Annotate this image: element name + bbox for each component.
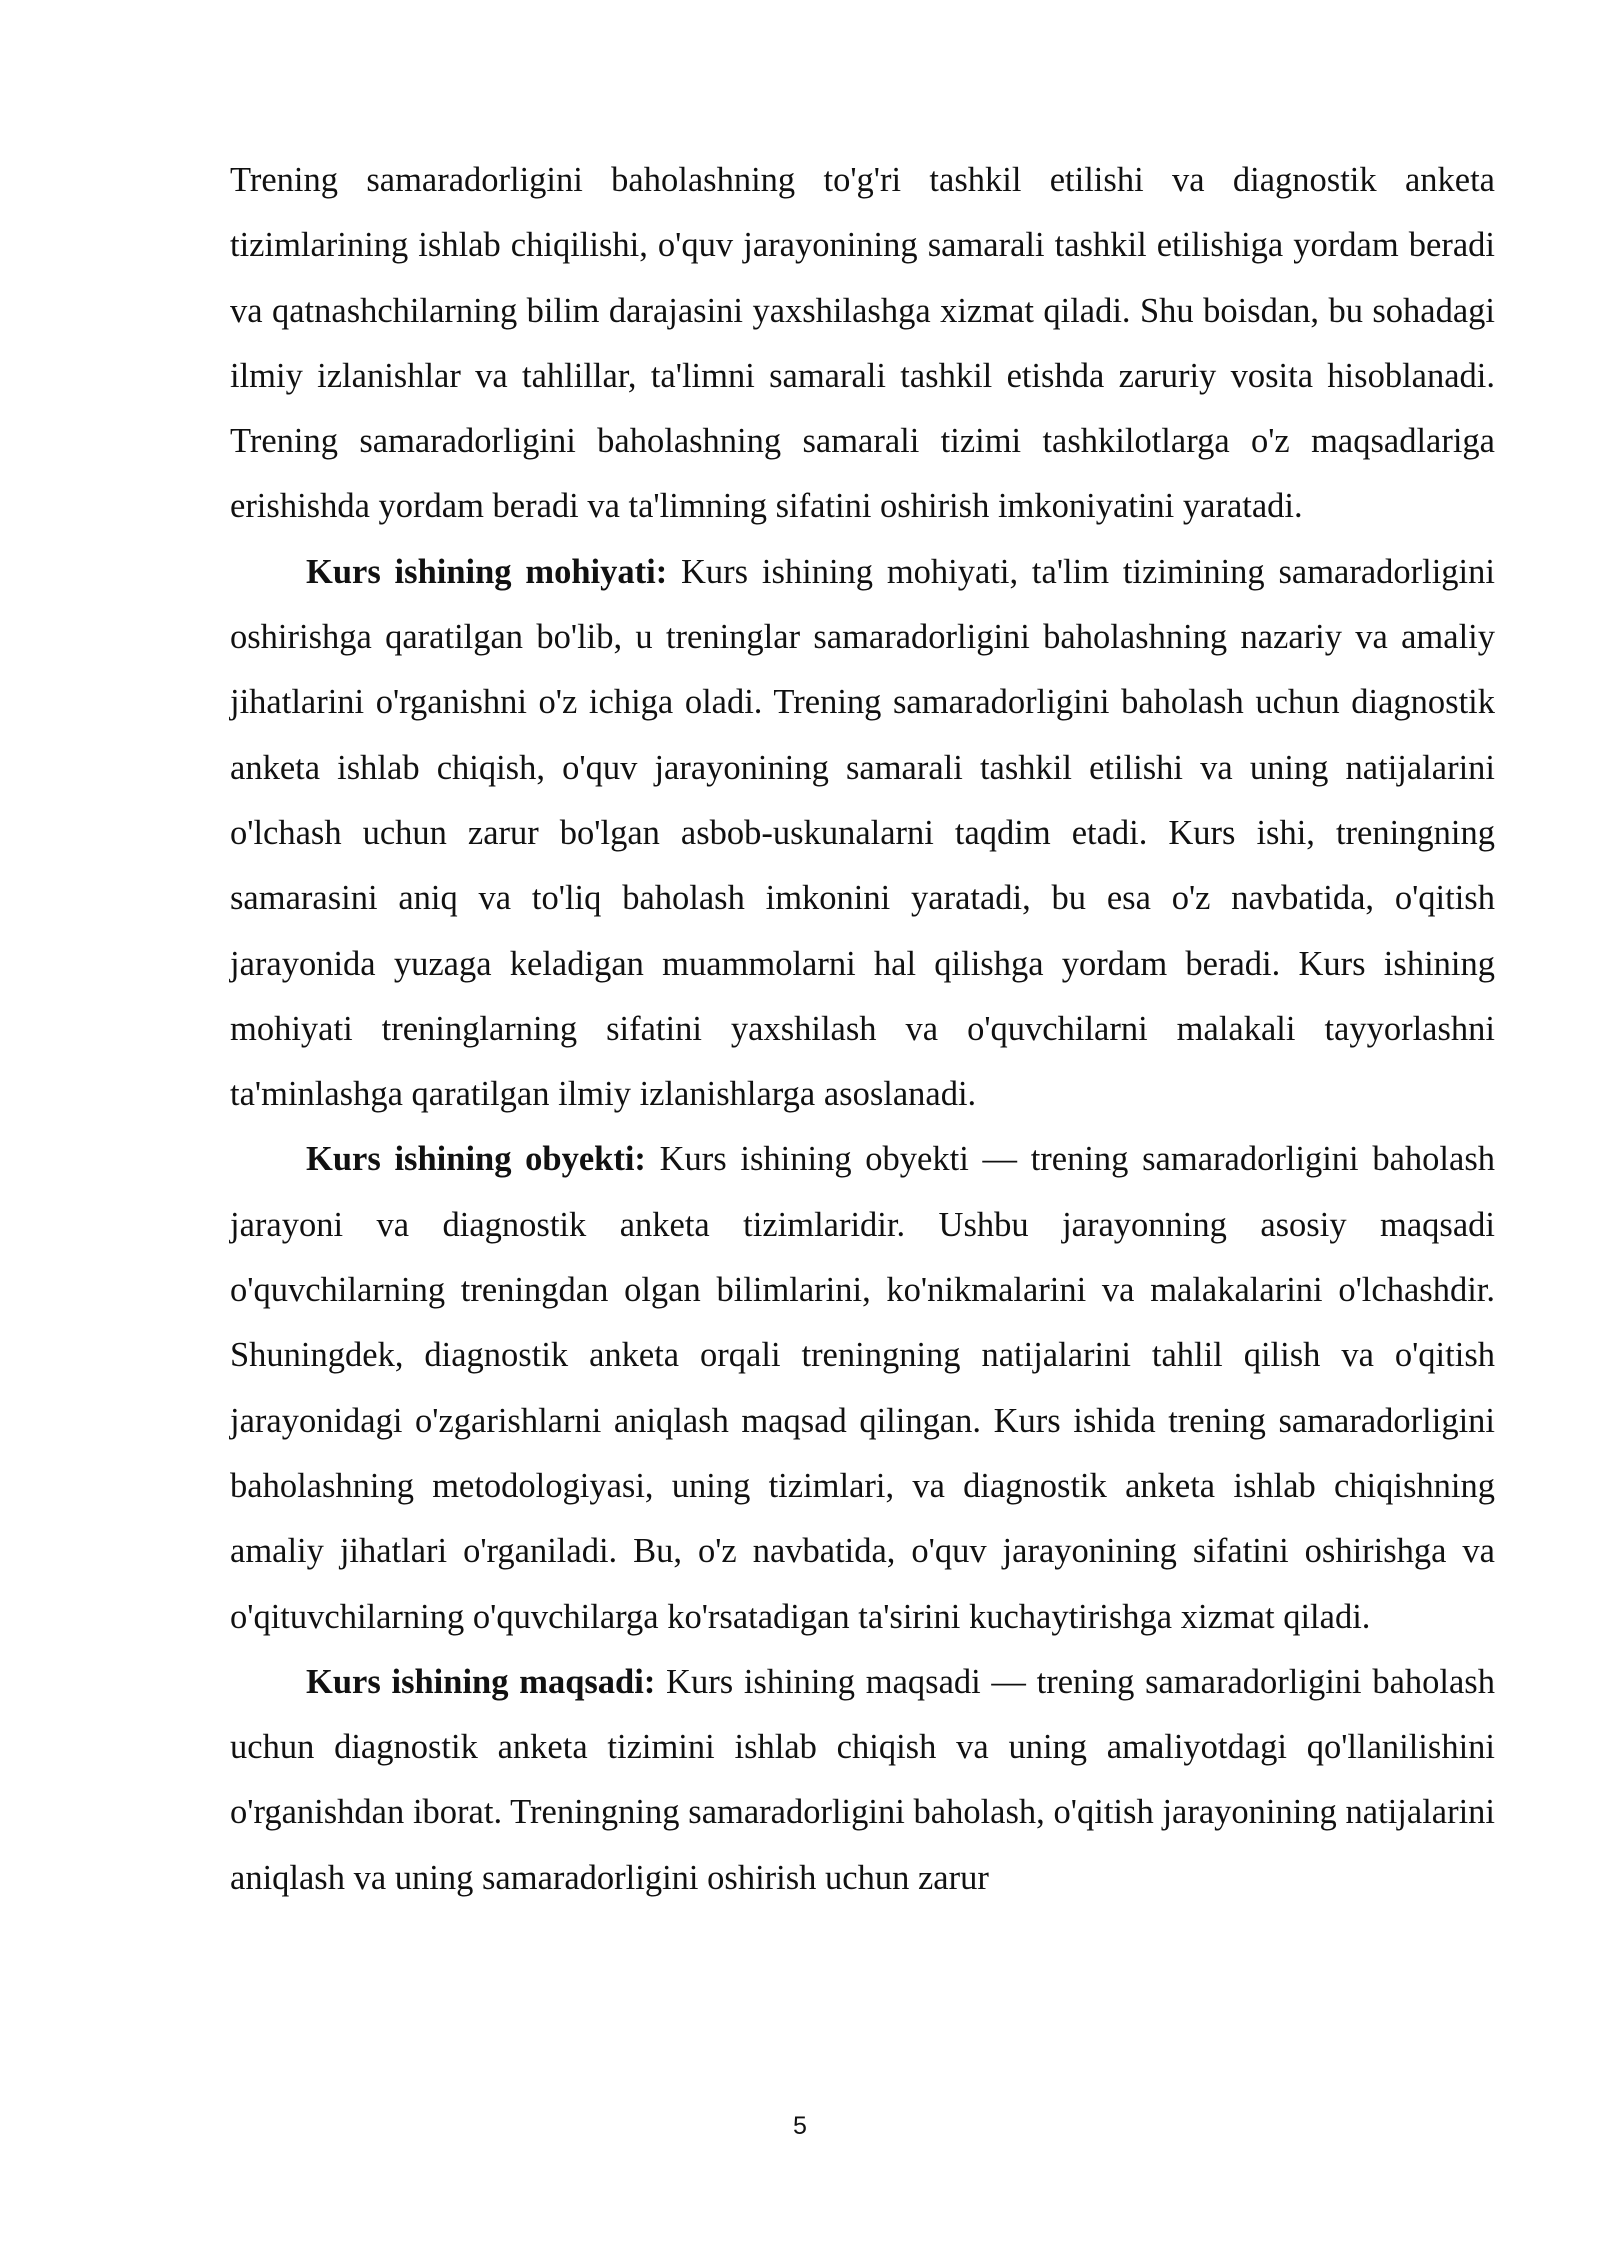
paragraph-intro [230, 148, 1495, 540]
paragraph-heading-maqsadi: Kurs ishining maqsadi: [306, 1662, 656, 1701]
paragraph-maqsadi [230, 1650, 1495, 1911]
paragraph-obyekti [230, 1127, 1495, 1649]
paragraph-obyekti-text: Kurs ishining obyekti — trening samaradorligini baholash jarayoni va diagnostik anketa tizimlaridir. Ushbu jarayonning asosiy maqsadi o'quvchilarning treningdan olgan bilimlarini, ko'nikmalarini va malakalarini o'lchashdir. Shuningdek, diagnostik anketa orqali treningning natijalarini tahlil qilish va o'qitish jarayonidagi o'zgarishlarni aniqlash maqsad qilingan. Kurs ishida trening samaradorligini baholashning metodologiyasi, uning tizimlari, va diagnostik anketa ishlab chiqishning amaliy jihatlari o'rganiladi. Bu, o'z navbatida, o'quv jarayonining sifatini oshirishga va o'qituvchilarning o'quvchilarga ko'rsatadigan ta'sirini kuchaytirishga xizmat qiladi. [230, 1140, 1495, 1636]
paragraph-heading-mohiyati: Kurs ishining mohiyati: [306, 552, 668, 591]
paragraph-mohiyati [230, 540, 1495, 1128]
document-body [230, 148, 1495, 1911]
paragraph-intro-text: Trening samaradorligini baholashning to'g'ri tashkil etilishi va diagnostik anketa tizimlarining ishlab chiqilishi, o'quv jarayonining samarali tashkil etilishiga yordam beradi va qatnashchilarning bilim darajasini yaxshilashga xizmat qiladi. Shu boisdan, bu sohadagi ilmiy izlanishlar va tahlillar, ta'limni samarali tashkil etishda zaruriy vosita hisoblanadi. Trening samaradorligini baholashning samarali tizimi tashkilotlarga o'z maqsadlariga erishishda yordam beradi va ta'limning sifatini oshirish imkoniyatini yaratadi. [230, 161, 1495, 526]
paragraph-maqsadi-text: Kurs ishining maqsadi — trening samaradorligini baholash uchun diagnostik anketa tizimini ishlab chiqish va uning amaliyotdagi qo'llanilishini o'rganishdan iborat. Treningning samaradorligini baholash, o'qitish jarayonining natijalarini aniqlash va uning samaradorligini oshirish uchun zarur [230, 1662, 1495, 1897]
paragraph-mohiyati-text: Kurs ishining mohiyati, ta'lim tizimining samaradorligini oshirishga qaratilgan bo'lib, u treninglar samaradorligini baholashning nazariy va amaliy jihatlarini o'rganishni o'z ichiga oladi. Trening samaradorligini baholash uchun diagnostik anketa ishlab chiqish, o'quv jarayonining samarali tashkil etilishi va uning natijalarini o'lchash uchun zarur bo'lgan asbob-uskunalarni taqdim etadi. Kurs ishi, treningning samarasini aniq va to'liq baholash imkonini yaratadi, bu esa o'z navbatida, o'qitish jarayonida yuzaga keladigan muammolarni hal qilishga yordam beradi. Kurs ishining mohiyati treninglarning sifatini yaxshilash va o'quvchilarni malakali tayyorlashni ta'minlashga qaratilgan ilmiy izlanishlarga asoslanadi. [230, 552, 1495, 1114]
paragraph-heading-obyekti: Kurs ishining obyekti: [306, 1140, 646, 1179]
page-number: 5 [793, 2112, 807, 2140]
